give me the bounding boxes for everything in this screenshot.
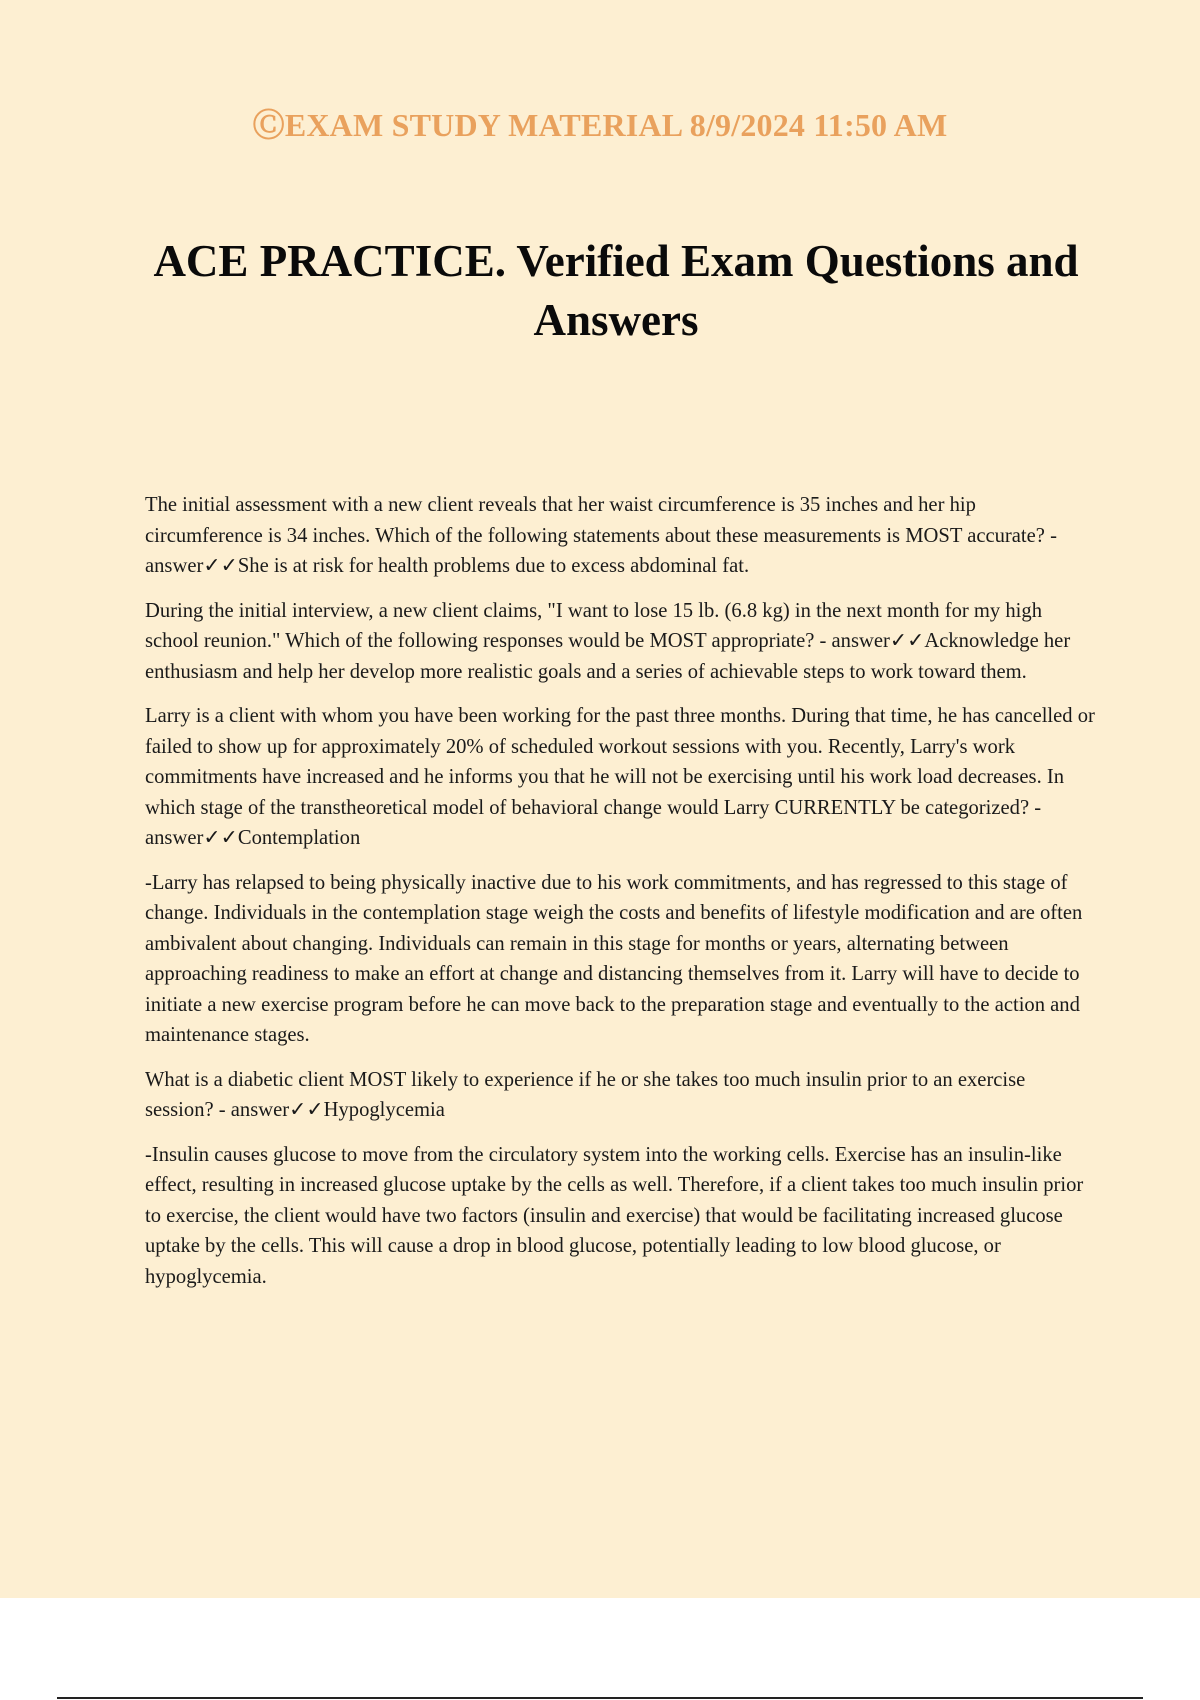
paragraph-insulin-explanation: -Insulin causes glucose to move from the circulatory system into the working cells. Exercise has an insulin-like effect, resulting in increased glucose uptake by the cells as well. Therefore, if a client takes too much insulin prior to exercise, the client would have two factors (insulin and exercise) that would be facilitating increased glucose uptake by the cells. This will cause a drop in blood glucose, potentially leading to low blood glucose, or hypoglycemia. (145, 1143, 1084, 1288)
paragraph-larry-question: Larry is a client with whom you have been working for the past three months. During that time, he has cancelled or failed to show up for approximately 20% of scheduled workout sessions with you. Recently, Larry's work commitments have increased and he informs you that he will not be exercising until his work load decreases. In which stage of the transtheoretical model of behavioral change would Larry CURRENTLY be categorized? - answer✓✓Contemplation (145, 705, 1095, 849)
page-divider (57, 1697, 1143, 1699)
paragraph-waist-hip-question: The initial assessment with a new client reveals that her waist circumference is 35 inches and her hip circumference is 34 inches. Which of the following statements about these measurements is MOST accurate? - answer✓✓She is at risk for health problems due to excess abdominal fat. (145, 494, 1057, 577)
paragraph-larry-explanation: -Larry has relapsed to being physically inactive due to his work commitments, and has regressed to this stage of change. Individuals in the contemplation stage weigh the costs and benefits of lifestyle modification and are often ambivalent about changing. Individuals can remain in this stage for months or years, alternating between approaching readiness to make an effort at change and distancing themselves from it. Larry will have to decide to initiate a new exercise program before he can move back to the preparation stage and eventually to the action and maintenance stages. (145, 871, 1083, 1046)
watermark-header: ⒸEXAM STUDY MATERIAL 8/9/2024 11:50 AM (252, 107, 948, 143)
document-body (145, 490, 1095, 1306)
paragraph-insulin-question: What is a diabetic client MOST likely to experience if he or she takes too much insulin prior to an exercise session? - answer✓✓Hypoglycemia (145, 1068, 1026, 1121)
page-title: ACE PRACTICE. Verified Exam Questions and Answers (153, 236, 1079, 345)
paragraph-weight-loss-question: During the initial interview, a new client claims, "I want to lose 15 lb. (6.8 kg) in the next month for my high school reunion." Which of the following responses would be MOST appropriate? - answer✓✓Acknowledge her enthusiasm and help her develop more realistic goals and a series of achievable steps to work toward them. (145, 599, 1071, 683)
